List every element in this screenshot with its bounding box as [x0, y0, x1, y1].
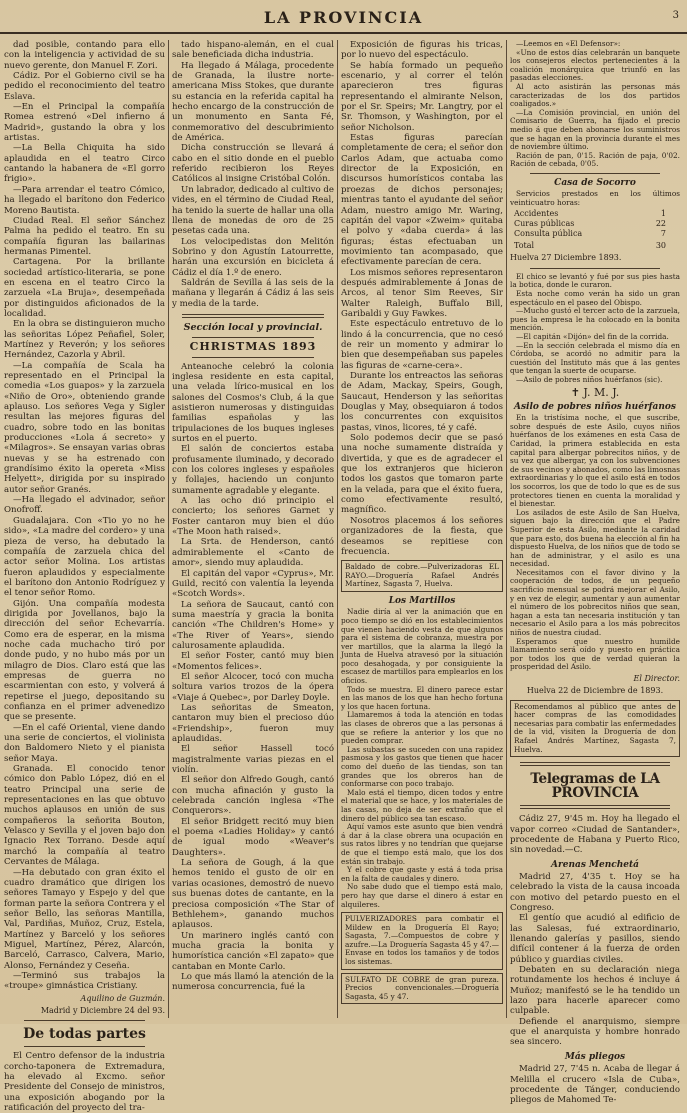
divider	[530, 173, 660, 174]
paragraph: Ración de pan, 0'15. Ración de paja, 0'02. Ración de cebada, 0'05.	[510, 150, 680, 169]
advertisement-box: SULFATO DE COBRE de gran pureza. Precios convencionales.—Droguería Sagasta, 45 y 47.	[341, 973, 503, 1005]
paragraph: —El capitán «Dijón» del fin de la corrida.	[516, 331, 669, 341]
paragraph: El señor don Alfredo Gough, cantó con mucha afinación y gusto la celebrada canción inglesa «The Conquerors».	[172, 775, 334, 817]
column-2	[172, 40, 334, 1018]
column-rule	[337, 40, 338, 1018]
paragraph: —Asilo de pobres niños huérfanos (sic).	[516, 374, 663, 384]
column-2-body	[172, 40, 334, 309]
stats-label: Accidentes	[514, 209, 559, 219]
divider	[530, 268, 660, 269]
stats-heading: Casa de Socorro	[554, 177, 636, 188]
paragraph: Los mismos señores representaron después admirablemente á Jonas de Arcos, al tenor Sim Reeves, Sir Walter Raleigh, Buffalo Bill, Garibaldi y Guy Fawkes.	[341, 267, 503, 319]
paragraph: —En la sección celebrada el mismo día en Córdoba, se acordó no admitir para la cuestión del Instituto más que á las gentes que tengan la suerte de ocuparse.	[510, 340, 680, 376]
paragraph: Granada. El conocido tenor cómico don Pablo López, dió en el teatro Principal una serie de representaciones en las que obtuvo muchos aplausos en unión de sus compañeros la señorita Bouton, Velasco y Sevilla y el joven bajo don Ignacio Rex Torrano. Desde aquí marchó la compañía al teatro Cervantes de Málaga.	[4, 764, 165, 868]
column-4	[510, 39, 680, 1106]
section-heading-local: Sección local y provincial.	[183, 321, 323, 333]
paragraph: Malo está el tiempo, dicen todos y entre el material que se hace, y los materiales de las casas, no deja de ser extraño que el dinero del público sea tan escaso.	[341, 787, 503, 823]
telegrams-heading: Telegramas de LA PROVINCIA	[530, 771, 660, 802]
article-heading-christmas: CHRISTMAS 1893	[189, 340, 317, 354]
column-3-body-2	[341, 608, 503, 909]
paragraph: Y el cobre que gaste y está á toda prisa en la falta de caudales y dinero.	[341, 865, 503, 883]
column-1-body	[4, 40, 165, 992]
paragraph: Aquí vamos este asunto que bien vendrá á dar á la clase obrera una ocupación en sus ratos libres y no tendrían que quejarse de que el tiempo está malo, que los dos están sin trabajo.	[341, 822, 503, 866]
telegram-subheading-pliegos: Más pliegos	[564, 1051, 626, 1062]
column-3-body	[341, 40, 503, 557]
stats-value: 7	[660, 229, 666, 239]
asilo-date: Huelva 22 de Diciembre de 1893.	[526, 686, 664, 696]
paragraph: —Terminó sus trabajos la «troupe» gimnástica Cristiany.	[4, 970, 165, 992]
paragraph: dad posible, contando para ello con la inteligencia y actividad de su nuevo gerente, don Manuel F. Zori.	[4, 40, 165, 71]
advertisement-box: Baldado de cobre.—Pulverizadoras EL RAYO.—Droguería Rafael Andrés Martínez, Sagasta 7, Huelva.	[341, 560, 503, 592]
column-4-body	[510, 273, 680, 385]
column-3	[341, 40, 503, 1018]
paragraph: El señor Bridgett recitó muy bien el poema «Ladies Holiday» y cantó de igual modo «Weaver's Daughters».	[172, 816, 334, 858]
director-signature: El Director.	[633, 674, 680, 683]
paragraph: —En el café Oriental, viene dando una serie de conciertos, el violinista don Baldomero Nieto y el pianista señor Maya.	[4, 722, 165, 764]
paragraph: Un marinero inglés cantó con mucha gracia la bonita y humorística canción «El zapato» que cantaban en Monte Carlo.	[172, 930, 334, 972]
paragraph: A las ocho dió principio el concierto; los señores Garnet y Foster cantaron muy bien el dúo «The Moon hath raised».	[172, 496, 334, 538]
paragraph: El señor Alcocer, tocó con mucha soltura varios trozos de la ópera «Viaje á Quebec», por Darley Doyle.	[172, 671, 334, 703]
telegram-paragraph: El gentío que acudió al edificio de las Salesas, fué extraordinario, llenando galerías y pasillos, siendo difícil contener á la fuerza de orden público y guardias civiles.	[510, 913, 680, 965]
stats-value: 22	[655, 219, 666, 229]
stats-label: Curas públicas	[514, 219, 575, 229]
paragraph: Durante los entreactos las señoras de Adam, Mackay, Speirs, Gough, Saucaut, Henderson y las señoritas Douglas y May, obsequiaron á todos los concurrentes con exquisitos pastas, vinos, licores, té y café.	[341, 371, 503, 433]
stats-row	[514, 219, 680, 229]
column-4-body-2	[510, 414, 680, 672]
telegram-paragraph: Defiende el anarquismo, siempre que el anarquista y hombre honrado sea sincero.	[510, 1016, 680, 1048]
paragraph: Los asilados de este Asilo de San Huelva, siguen bajo la dirección que el Padre Superior de esta Asilo, mediante la caridad que para esto, dos buena ha elección al fin ha dispuesto Huelva, de los niños que de todo se han de administrar, y el asilo es una necesidad.	[510, 507, 680, 569]
paragraph: Las subastas se suceden con una rapidez pasmosa y los gastos que tienen que hacer como del dueño de las tiendas, son tan grandes que los obreros han de conformarse con poco trabajo.	[341, 744, 503, 789]
double-rule	[520, 805, 670, 809]
paragraph: —La Comisión provincial, en unión del Comisario de Guerra, ha fijado el precio medio á que deben abonarse los suministros que se hagan en la provincia durante el mes de noviembre último.	[510, 107, 680, 152]
paragraph: tado hispano-alemán, en el cual sale beneficiada dicha industria.	[172, 40, 334, 61]
paragraph: Todo se muestra. El dinero parece estar en las manos de los que han hecho fortuna y los que hacen fortuna.	[341, 684, 503, 711]
paragraph: La señora de Saucaut, cantó con suma maestría y gracia la bonita canción «The Children's Home» y «The River of Years», siendo calurosamente aplaudida.	[172, 599, 334, 651]
stats-total-value: 30	[655, 241, 666, 251]
page-number: 3	[672, 10, 679, 21]
telegram-paragraph: Madrid 27, 7'45 n. Acaba de llegar á Melilla el crucero «Isla de Cuba», procedente de Tánger, conduciendo pliegos de Mahomed Te-	[510, 1064, 680, 1106]
column-2-body-2	[172, 362, 334, 993]
paragraph: Este espectáculo entretuvo de lo lindo á la concurrencia, que no cesó de reir un momento y admirar lo bien que desempeñaban sus papeles las figuras de «carne-cera».	[341, 319, 503, 371]
column-1-body-2	[4, 1051, 165, 1113]
paragraph: Esta noche como verán ha sido un gran espectáculo en el paseo del Obispo.	[510, 288, 680, 307]
stats-table	[514, 209, 680, 239]
double-rule	[182, 314, 324, 318]
paragraph: Esperamos que nuestro humilde llamamiento será oído y puesto en práctica por todos los que de verdad quieran la prosperidad del Asilo.	[510, 636, 680, 672]
divider	[192, 337, 314, 338]
masthead	[0, 6, 687, 34]
divider	[24, 1046, 145, 1047]
dateline: Madrid y Diciembre 24 del 93.	[40, 1005, 165, 1015]
double-rule	[520, 762, 670, 766]
paragraph: —La Bella Chiquita ha sido aplaudida en el teatro Circo cantando la habanera de «El gorro frigio».	[4, 143, 165, 185]
article-heading-martillos: Los Martillos	[388, 595, 456, 606]
stats-total	[514, 241, 680, 251]
notice-box: Recomendamos al público que antes de hacer compras de las comodidades necesarias para combatir las enfermedades de la vid, visiten la Droguería de don Rafael Andrés Martínez, Sagasta 7, Huelva.	[510, 700, 680, 758]
paragraph: Estas figuras parecían completamente de cera; el señor don Carlos Adam, que actuaba como director de la Exposición, en discursos humorísticos contaba las proezas de dichos personajes; mientras tanto el ayudante del señor Adam, nuestro amigo Mr. Waring, capitán del vapor «Zweim» quitaba el polvo y «daba cuerda» á las figuras; éstas efectuaban un movimiento tan acompasado, que efectivamente parecían de cera.	[341, 133, 503, 268]
stats-row	[514, 209, 680, 219]
paragraph: —La compañía de Scala ha representado en el Principal la comedia «Los guapos» y la zarzuela «Niño de Oro», obteniendo grande aplauso. Los señores Vega y Sigler resultan las mejores figuras del cuadro, sobre todo en las bonitas producciones «Lola á secreto» y «Milagros». Se ensayan varias obras nuevas y se ha estrenado con grandísimo éxito la opereta «Miss Helyett», dirigida por su inspirado autor señor Granés.	[4, 360, 165, 495]
column-rule	[506, 40, 507, 1018]
telegram-paragraph: Debaten en su declaración niega rotundamente los hechos é incluye á Muñoz; manifestó se le ha tendido un lazo para hacerle aparecer como culpable.	[510, 965, 680, 1017]
column-1	[4, 40, 165, 1113]
telegram-paragraph: Madrid 27, 4'35 t. Hoy se ha celebrado la vista de la causa incoada con motivo del petardo puesto en el Congreso.	[510, 871, 680, 913]
newspaper-title: LA PROVINCIA	[263, 8, 424, 27]
telegram-subheading: Arenas Menchetá	[551, 859, 639, 870]
stats-label: Consulta pública	[514, 229, 583, 239]
paragraph: «Uno de estos días celebrarán un banquete los consejeros electos pertenecientes á la coalición monárquica que triunfó en las pasadas elecciones.	[510, 47, 680, 83]
paragraph: Anteanoche celebró la colonia inglesa residente en esta capital, una velada lírico-musical en los salones del Cosmos's Club, á la que asistieron numerosas y distinguidas familias españolas y las tripulaciones de los buques ingleses surtos en el puerto.	[172, 361, 334, 445]
paragraph: Exposición de figuras his tricas, por lo nuevo del espectáculo.	[341, 40, 503, 61]
paragraph: —Para arrendar el teatro Cómico, ha llegado el barítono don Federico Moreno Bautista.	[4, 184, 165, 216]
paragraph: Saldrán de Sevilla á las seis de la mañana y llegarán á Cádiz á las seis y media de la tarde.	[172, 277, 334, 309]
stats-intro: Servicios prestados en los últimos veinticuatro horas:	[510, 189, 680, 207]
paragraph: Los velocipedistas don Melitón Sobrino y don Agustín Latourrette, harán una excursión en bicicleta á Cádiz el día 1.º de enero.	[172, 236, 334, 278]
paragraph: El capitán del vapor «Cyprus», Mr. Guild, recitó con valentía la leyenda «Scotch Words».	[172, 568, 334, 600]
telegrams-body	[510, 814, 680, 855]
paragraph: Se había formado un pequeño escenario, y al correr el telón aparecieron tres figuras representando el almirante Nelson, por el Sr. Speirs; Mr. Langtry, por el Sr. Thomson, y Washington, por el señor Nicholson.	[341, 60, 503, 133]
telegrams-body-2	[510, 872, 680, 1048]
divider	[192, 357, 314, 358]
column-rule	[168, 40, 169, 1018]
paragraph: Cádiz. Por el Gobierno civil se ha pedido el reconocimiento del teatro Eslava.	[4, 71, 165, 102]
paragraph: En la tristísima noche, el que suscribe, sobre después de este Asilo, cuyos niños huérfanos de los exámenes en esta Casa de Caridad, la primera establecida en esta capital para albergar pobrecitos niños, y de su vez que albergar, ya con los subvenciones de sus vecinos y abonados, como las limosnas extraordinarias y lo que el asilo está en todos los socorros, los que de todo lo que es de sus protectores tienen en cuenta la moralidad y el bienestar.	[510, 413, 680, 509]
byline: Aquilino de Guzmán.	[80, 993, 165, 1003]
paragraph: —Leemos en «El Defensor»:	[516, 39, 621, 48]
column-4-news-body	[510, 40, 680, 169]
section-heading-todas-partes: De todas partes	[23, 1026, 146, 1043]
paragraph: Dicha construcción se llevará á cabo en el sitio donde en el pueblo referido recibieron los Reyes Católicos al insigne Cristóbal Colón.	[172, 143, 334, 185]
paragraph: Nosotros placemos á los señores organizadores de la fiesta, que deseamos se repitiese con frecuencia.	[341, 515, 503, 557]
advertisement-box: PULVERIZADORES para combatir el Mildew en la Droguería El Rayo; Sagasta, 7.—Compuestos de cobre y azufre.—La Droguería Sagasta 45 y 47.—Envase en todos los tamaños y de todos los sistemas.	[341, 912, 503, 970]
telegrams-body-3	[510, 1064, 680, 1105]
paragraph: No sabe dudo que el tiempo está malo, pero hay que darse el dinero á estar en alquileres.	[341, 882, 503, 909]
paragraph: —Ha debutado con gran éxito el cuadro dramático que dirigen los señores Tamayo y Espejo y del que forman parte la señora Contrera y el señor Bello, las señoras Mantilla, Val, Pardiñas, Muñoz, Cruz, Estela, Martínez y Barceló y los señores Miguel, Martínez, Pérez, Alarcón, Barceló, Carrasco, Calvera, Mario, Alonso, Fernández y Ceseña.	[4, 867, 165, 971]
paragraph: Solo podemos decir que se pasó una noche sumamente distraída y divertida, y que es de agradecer el que los extranjeros que hicieron todos los gastos que tomaron parte en la velada, para que el éxito fuera, como efectivamente resultó, magnífico.	[341, 433, 503, 516]
cross-ornament: ✝ J. M. J.	[570, 385, 620, 399]
paragraph: Llamaremos á toda la atención en todas las clases de obreros que a las personas á que se refiere la anterior y los que no pueden comprar.	[341, 710, 503, 746]
divider	[24, 1020, 145, 1021]
paragraph: El salón de conciertos estaba profusamente iluminado, y decorado con los colores ingleses y españoles y follajes, haciendo un conjunto sumamente agradable y elegante.	[172, 444, 334, 496]
paragraph: Nadie diría al ver la animación que en poco tiempo se dió en los establecimientos que vienen haciendo vesta de que algunos para el sistema de cobranza, muestra por ver martillos, que la alarma la llegó la Junta de Huelva atravesó por la situación poco desahogada, y por consiguiente la escasez de martillos para emplearlos en los oficios.	[341, 607, 503, 686]
paragraph: Lo que más llamó la atención de la numerosa concurrencia, fué la	[172, 971, 334, 993]
paragraph: Cartagena. Por la brillante sociedad artístico-literaria, se pone en escena en el teatro Circo la zarzuela «La Bruja», desempeñada por distinguidos aficionados de la localidad.	[4, 257, 165, 319]
paragraph: Al acto asistirán las personas más caracterizadas de los dos partidos coaligados.»	[510, 81, 680, 109]
paragraph: —Ha llegado el advinador, señor Onofroff.	[4, 495, 165, 516]
paragraph: En la obra se distinguieron mucho las señoritas López Peñafiel, Soler, Martínez y Reverón; y los señores Hernández, Cazorla y Abril.	[4, 319, 165, 361]
stats-dateline: Huelva 27 Diciembre 1893.	[510, 253, 622, 263]
paragraph: El señor Hassell tocó magistralmente varias piezas en el violín.	[172, 744, 334, 776]
paragraph: Necesitamos con el favor divino y la cooperación de todos, de un pequeño sacrificio mensual se podrá mejorar el Asilo, y en vez de elegir, aumentar y aun aumentar el número de los pobrecitos niños que sean, hagan a esta tan necesaria institución y tan necesario el Asilo para a los más pobrecitos niños de nuestra ciudad.	[510, 567, 680, 638]
paragraph: Ciudad Real. El señor Sánchez Palma ha pedido el teatro. En su compañía figuran las bailarinas hermanas Pimentel.	[4, 215, 165, 257]
paragraph: Un labrador, dedicado al cultivo de vides, en el término de Ciudad Real, ha tenido la suerte de hallar una olla llena de monedas de oro de 25 pesetas cada una.	[172, 184, 334, 237]
paragraph: Las señoritas de Smeaton, cantaron muy bien el precioso dúo «Friendship», fueron muy aplaudidas.	[172, 702, 334, 744]
telegram-paragraph: Cádiz 27, 9'45 m. Hoy ha llegado el vapor correo «Ciudad de Santander», procedente de Habana y Puerto Rico, sin novedad.—C.	[510, 814, 680, 856]
paragraph: —Mucho gustó el tercer acto de la zarzuela, pues la empresa le ha colocado en la bonita mención.	[510, 306, 680, 333]
paragraph: La Srta. de Henderson, cantó admirablemente el «Canto de amor», siendo muy aplaudida.	[172, 537, 334, 569]
paragraph: La señora de Gough, á la que hemos tenido el gusto de oir en varias ocasiones, demostró de nuevo sus buenas dotes de cantante, en la preciosa composición «The Star of Bethlehem», ganando muchos aplausos.	[172, 858, 334, 931]
article-heading-asilo: Asilo de pobres niños huérfanos	[513, 401, 676, 412]
paragraph: El Centro defensor de la industria corcho-taponera de Extremadura, ha elevado al Excmo. señor Presidente del Consejo de ministros, una exposición abogando por la ratificación del proyecto del tra-	[4, 1051, 165, 1113]
stats-row	[514, 229, 680, 239]
paragraph: Guadalajara. Con «Tio yo no he sido», «La madre del cordero» y una pieza de verso, ha debutado la compañía de zarzuela chica del actor señor Molina. Los artistas fueron aplaudidos y especialmente el barítono don Antonio Rodríguez y el tenor señor Romo.	[4, 515, 165, 599]
paragraph: Gijón. Una compañía modesta dirigida por Jovellanos, bajo la dirección del señor Echevarría. Como era de esperar, en la misma noche cada muchacho tiró por donde pudo, y no hubo más por un milagro de Dios. Claro está que las empresas de guerra no escarmientan con esto, y volverá á repetirse el juego, depositando su confianza en el primer advenedizo que se presente.	[4, 598, 165, 723]
paragraph: —En el Principal la compañía Romea estrenó «Del infierno á Madrid», gustando la obra y los artistas.	[4, 102, 165, 144]
paragraph: El señor Foster, cantó muy bien «Momentos felices».	[172, 651, 334, 672]
stats-total-label: Total	[514, 241, 535, 251]
paragraph: El chico se levantó y fué por sus pies hasta la botica, donde le curaron.	[510, 271, 680, 290]
stats-value: 1	[660, 209, 666, 219]
paragraph: Ha llegado á Málaga, procedente de Granada, la ilustre norte-americana Miss Stokes, que durante su estancia en la referida capital ha hecho encargo de la construcción de un monumento en Santa Fé, conmemorativo del descubrimiento de América.	[172, 60, 334, 144]
